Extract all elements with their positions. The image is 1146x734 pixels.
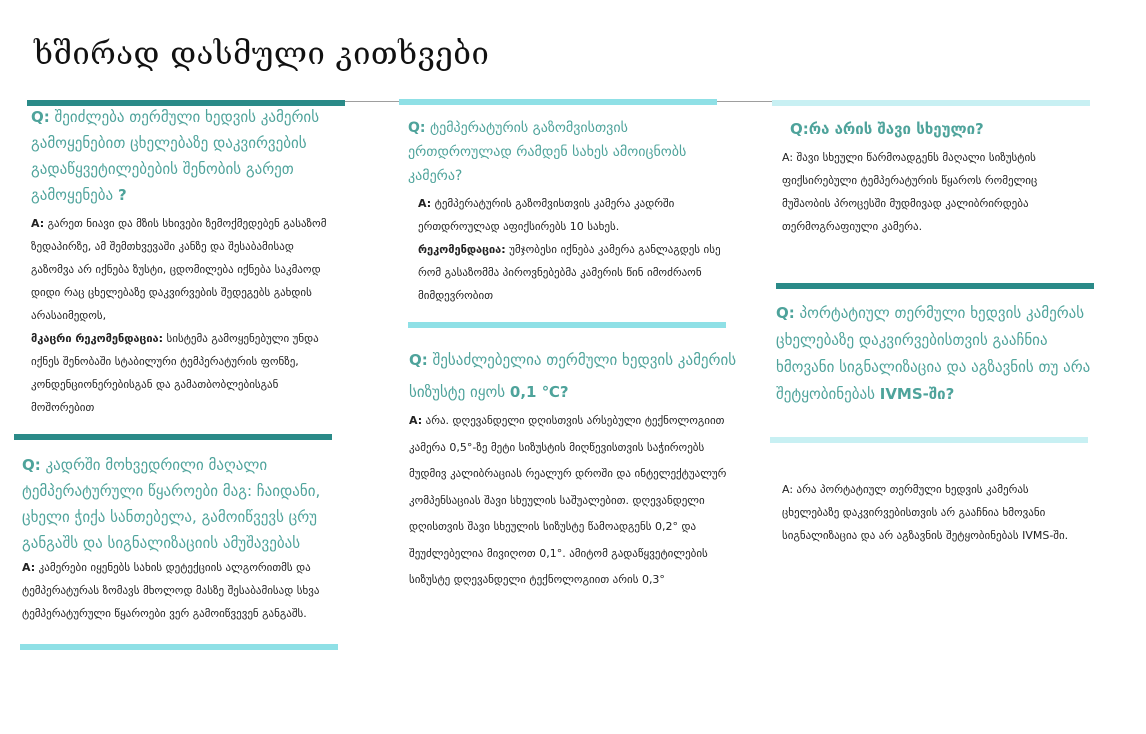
faq-answer xyxy=(782,146,1082,238)
rule-col3-top xyxy=(772,100,1090,106)
question-prefix: Q: xyxy=(776,304,795,322)
answer-prefix: A: xyxy=(782,483,794,496)
faq-question xyxy=(409,344,771,408)
faq-question xyxy=(22,452,334,556)
answer-prefix: A: xyxy=(409,414,423,427)
answer-text: შავი სხეული წარმოადგენს მაღალი სიზუსტის ფიქსირებული ტემპერატურის წყაროს რომელიც მუშაობის პროცესში მუდმივად კალიბრირდება თერმოგრაფიული კამერა. xyxy=(782,151,1038,233)
rule-col2-mid xyxy=(408,322,726,328)
question-prefix: Q: xyxy=(409,351,428,369)
answer-prefix: A: xyxy=(31,217,45,230)
question-text: კადრში მოხვედრილი მაღალი ტემპერატურული წყაროები მაგ: ჩაიდანი, ცხელი ჭიქა სანთებელა, გამოიწვევს ცრუ განგაშს და სიგნალიზაციის ამუშავებას xyxy=(22,456,321,552)
question-text: რა არის შავი სხეული? xyxy=(808,120,984,138)
answer-text: კამერები იყენებს სახის დეტექციის ალგორითმს და ტემპერატურას ზომავს მხოლოდ მასზე შესაბამისად სხვა ტემპერატურული წყაროები ვერ გამოიწვევენ განგაშს. xyxy=(22,561,320,620)
question-value: 0,1 ℃? xyxy=(509,383,569,401)
faq-answer xyxy=(408,192,726,307)
recommendation-text: სისტემა გამოყენებული უნდა იქნეს შენობაში სტაბილური ტემპერატურის ფონზე, კონდენციონერებისგან და გამათბობლებისგან მოშორებით xyxy=(31,332,319,414)
rule-col1-mid xyxy=(14,434,332,440)
rule-col2-top xyxy=(399,99,717,105)
faq-answer xyxy=(22,556,334,625)
answer-prefix: A: xyxy=(782,151,794,164)
answer-prefix: A: xyxy=(22,561,36,574)
faq-question xyxy=(408,116,726,188)
question-suffix: ? xyxy=(117,186,127,204)
question-text: ტემპერატურის გაზომვისთვის ერთდროულად რამდენ სახეს ამოიცნობს კამერა? xyxy=(408,120,687,184)
faq-answer xyxy=(31,212,331,419)
recommendation-text: უმჯობესი იქნება კამერა განლაგდეს ისე რომ გასაზომმა პიროვნებებმა კამერის წინ იმოძრაონ მიმდევრობით xyxy=(418,243,721,302)
faq-item xyxy=(409,344,771,594)
recommendation-label: მკაცრი რეკომენდაცია: xyxy=(31,332,164,345)
answer-text: არა პორტატიულ თერმული ხედვის კამერას ცხელებაზე დაკვირვებისთვის არ გააჩნია ხმოვანი სიგნალიზაცია და არ აგზავნის შეტყობინებას IVMS-ში. xyxy=(782,483,1069,542)
answer-text: ტემპერატურის გაზომვისთვის კამერა კადრში ერთდროულად აფიქსირებს 10 სახეს. xyxy=(418,197,675,233)
question-text: პორტატიულ თერმული ხედვის კამერას ცხელებაზე დაკვირვებისთვის გააჩნია ხმოვანი სიგნალიზაცია და აგზავნის თუ არა შეტყობინებას xyxy=(776,304,1091,403)
faq-answer xyxy=(782,478,1088,547)
rule-col3-bottom xyxy=(770,437,1088,443)
rule-col1-bottom xyxy=(20,644,338,650)
faq-item xyxy=(31,104,331,419)
rule-col3-mid xyxy=(776,283,1094,289)
question-text: შეიძლება თერმული ხედვის კამერის გამოყენებით ცხელებაზე დაკვირვების გადაწყვეტილებების შენობის გარეთ გამოყენება xyxy=(31,108,320,204)
question-prefix: Q: xyxy=(31,108,50,126)
faq-answer-block xyxy=(782,478,1088,547)
answer-prefix: A: xyxy=(418,197,432,210)
faq-answer xyxy=(409,408,731,594)
faq-question xyxy=(782,116,1082,142)
question-prefix: Q: xyxy=(408,120,426,136)
question-text: შესაძლებელია თერმული ხედვის კამერის სიზუსტე იყოს xyxy=(409,351,737,401)
faq-item xyxy=(776,300,1096,408)
question-prefix: Q: xyxy=(790,120,809,138)
question-value: IVMS-ში? xyxy=(879,385,955,403)
faq-item xyxy=(22,452,334,625)
recommendation-label: რეკომენდაცია: xyxy=(418,243,506,256)
faq-question xyxy=(776,300,1096,408)
page-title: ხშირად დასმული კითხვები xyxy=(34,36,490,72)
answer-text: არა. დღევანდელი დღისთვის არსებული ტექნოლოგიით კამერა 0,5°-ზე მეტი სიზუსტის მიღწევისთვის საჭიროებს მუდმივ კალიბრაციას რეალურ დროში და ინტელექტუალურ კომპენსაციას შავი სხეულის საშუალებით. დღევანდელი დღისთვის შავი სხეულის სიზუსტე წამოადგენს 0,2° და შეუძლებელია მივიღოთ 0,1°. ამიტომ გადაწყვეტილების სიზუსტე დღევანდელი ტექნოლოგიით არის 0,3° xyxy=(409,414,727,586)
faq-item xyxy=(408,116,726,307)
answer-text: გარეთ ნიავი და მზის სხივები ზემოქმედებენ გასაზომ ზედაპირზე, ამ შემთხვევაში კანზე და შესაბამისად გაზომვა არ იქნება ზუსტი, ცდომილება იქნება საკმაოდ დიდი რაც ცხელებაზე დაკვირვების შედეგებს გახდის არასაიმედოს, xyxy=(31,217,327,322)
faq-item xyxy=(782,116,1082,238)
faq-question xyxy=(31,104,331,208)
question-prefix: Q: xyxy=(22,456,41,474)
